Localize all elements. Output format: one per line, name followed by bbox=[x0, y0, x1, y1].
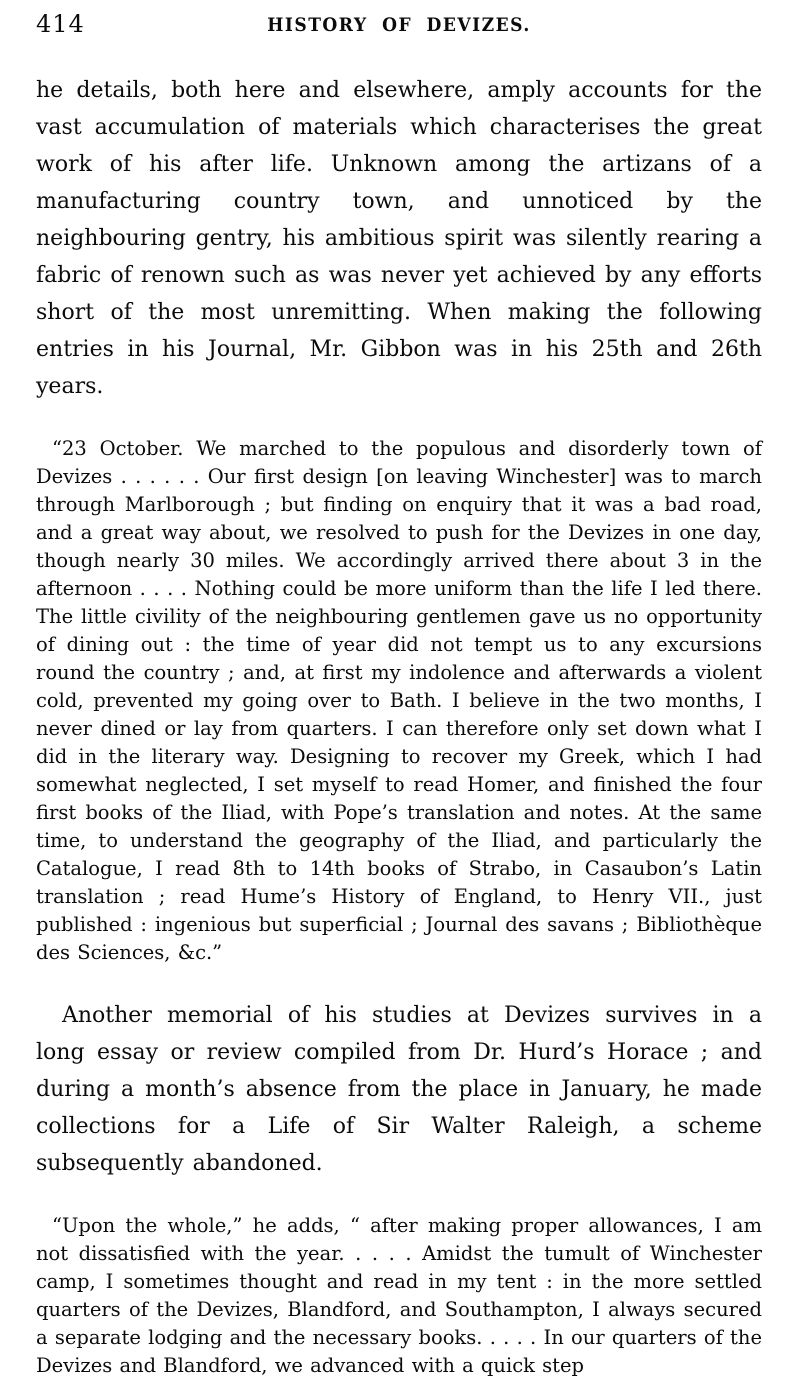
running-title: HISTORY OF DEVIZES. bbox=[267, 14, 531, 36]
page-body-text bbox=[36, 72, 762, 1380]
page-number: 414 bbox=[36, 10, 85, 38]
running-header bbox=[36, 10, 762, 46]
journal-quote-upon-the-whole: “Upon the whole,” he adds, “ after making proper allowances, I am not dissatisfied with the year. . . . . Amidst the tumult of Winchester camp, I sometimes thought and read in my tent : in the more settled quarters of the Devizes, Blandford, and Southampton, I always secured a separate lodging and the necessary books. . . . . In our quarters of the Devizes and Blandford, we advanced with a quick step bbox=[36, 1214, 762, 1377]
journal-quote-october: “23 October. We marched to the populous and disorderly town of Devizes . . . . . . Our first design [on leaving Winchester] was to march through Marlborough ; but finding on enquiry that it was a bad road, and a great way about, we resolved to push for the Devizes in one day, though nearly 30 miles. We accordingly arrived there about 3 in the afternoon . . . . Nothing could be more uniform than the life I led there. The little civility of the neighbouring gentlemen gave us no opportunity of dining out : the time of year did not tempt us to any excursions round the country ; and, at first my indolence and afterwards a violent cold, prevented my going over to Bath. I believe in the two months, I never dined or lay from quarters. I can therefore only set down what I did in the literary way. Designing to recover my Greek, which I had somewhat neglected, I set myself to read Homer, and finished the four first books of the Iliad, with Pope’s translation and notes. At the same time, to understand the geography of the Iliad, and particularly the Catalogue, I read 8th to 14th books of Strabo, in Casaubon’s Latin translation ; read Hume’s History of England, to Henry VII., just published : ingenious but superficial ; Journal des savans ; Bibliothèque des Sciences, &c.” bbox=[36, 437, 762, 964]
paragraph-another-memorial: Another memorial of his studies at Devizes survives in a long essay or review compiled from Dr. Hurd’s Horace ; and during a month’s absence from the place in January, he made collections for a Life of Sir Walter Raleigh, a scheme subsequently abandoned. bbox=[36, 1003, 762, 1176]
paragraph-continuation: he details, both here and elsewhere, amply accounts for the vast accumulation of materials which characterises the great work of his after life. Unknown among the artizans of a manufacturing country town, and unnoticed by the neighbouring gentry, his ambitious spirit was silently rearing a fabric of renown such as was never yet achieved by any efforts short of the most unremitting. When making the following entries in his Journal, Mr. Gibbon was in his 25th and 26th years. bbox=[36, 78, 762, 399]
